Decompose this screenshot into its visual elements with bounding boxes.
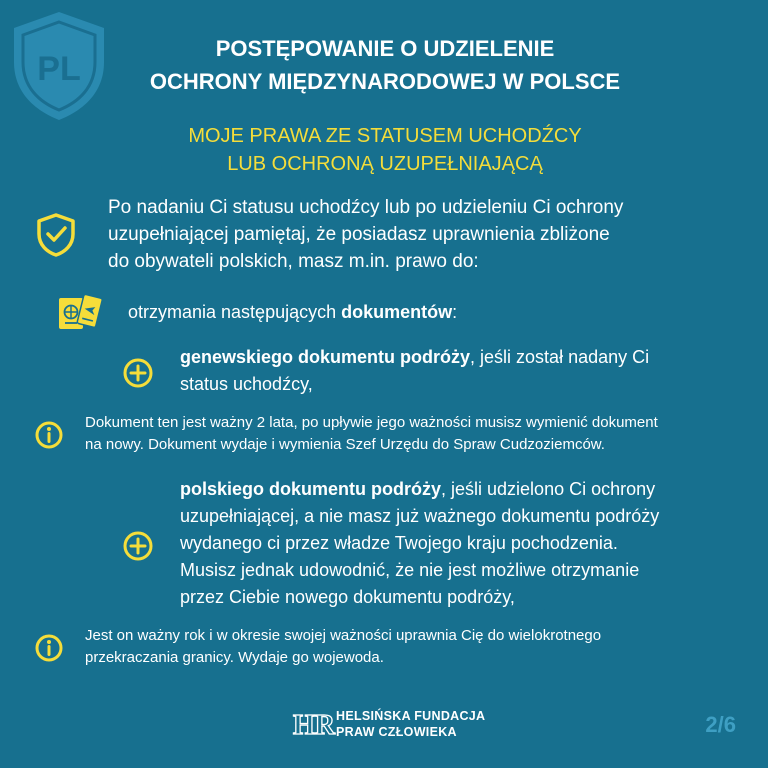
page-number: 2/6 — [705, 712, 736, 737]
item2-line4: Musisz jednak udowodnić, że nie jest możliwe otrzymanie — [180, 560, 640, 580]
item2-line2: uzupełniającej, a nie masz już ważnego dokumentu podróży — [180, 506, 660, 526]
shield-pl-icon — [10, 10, 108, 122]
item2-line5: przez Ciebie nowego dokumentu podróży, — [180, 587, 515, 607]
note1-line1: Dokument ten jest ważny 2 lata, po upływie jego ważności musisz wymienić dokument — [85, 414, 658, 431]
documents-intro-suffix: : — [452, 302, 458, 322]
hfpc-logo-icon — [293, 706, 335, 742]
org-line-1: HELSIŃSKA FUNDACJA — [336, 709, 486, 723]
org-line-2: PRAW CZŁOWIEKA — [336, 725, 457, 739]
documents-intro-bold: dokumentów — [341, 302, 453, 322]
item1-line2: status uchodźcy, — [180, 374, 313, 394]
page-title — [120, 32, 650, 98]
note2-line1: Jest on ważny rok i w okresie swojej ważności uprawnia Cię do wielokrotnego — [85, 627, 602, 644]
document-item-geneva — [180, 344, 740, 398]
note2-line2: przekraczania granicy. Wydaje go wojewoda. — [85, 649, 384, 666]
documents-intro-text: otrzymania następujących — [128, 302, 342, 322]
subtitle-line-2: LUB OCHRONĄ UZUPEŁNIAJĄCĄ — [227, 153, 543, 175]
intro-line-3: do obywateli polskich, masz m.in. prawo do: — [108, 251, 479, 272]
shield-check-icon — [36, 212, 76, 258]
item1-line1: , jeśli został nadany Ci — [470, 347, 650, 367]
plus-circle-icon — [122, 530, 154, 562]
note1-line2: na nowy. Dokument wydaje i wymienia Szef Urzędu do Spraw Cudzoziemców. — [85, 436, 605, 453]
info-note-2 — [85, 625, 745, 669]
intro-line-2: uzupełniającej pamiętaj, że posiadasz uprawnienia zbliżone — [108, 224, 610, 245]
shield-label: PL — [37, 50, 81, 88]
intro-paragraph — [108, 194, 748, 275]
subtitle-line-1: MOJE PRAWA ZE STATUSEM UCHODŹCY — [188, 125, 582, 147]
title-line-1: POSTĘPOWANIE O UDZIELENIE — [215, 36, 555, 61]
item2-line3: wydanego ci przez władze Twojego kraju pochodzenia. — [180, 533, 618, 553]
item1-bold: genewskiego dokumentu podróży — [180, 347, 471, 367]
info-note-1 — [85, 412, 745, 456]
organization-name — [336, 708, 485, 740]
logo-mark: HR — [293, 710, 335, 741]
info-circle-icon — [34, 633, 64, 663]
title-line-2: OCHRONY MIĘDZYNARODOWEJ W POLSCE — [149, 69, 621, 94]
passport-icon — [56, 292, 104, 332]
document-item-polish — [180, 476, 740, 611]
plus-circle-icon — [122, 357, 154, 389]
info-circle-icon — [34, 420, 64, 450]
item2-line1: , jeśli udzielono Ci ochrony — [441, 479, 656, 499]
documents-intro — [128, 300, 728, 324]
page-subtitle — [120, 122, 650, 178]
intro-line-1: Po nadaniu Ci statusu uchodźcy lub po udzieleniu Ci ochrony — [108, 197, 624, 218]
item2-bold: polskiego dokumentu podróży — [180, 479, 442, 499]
